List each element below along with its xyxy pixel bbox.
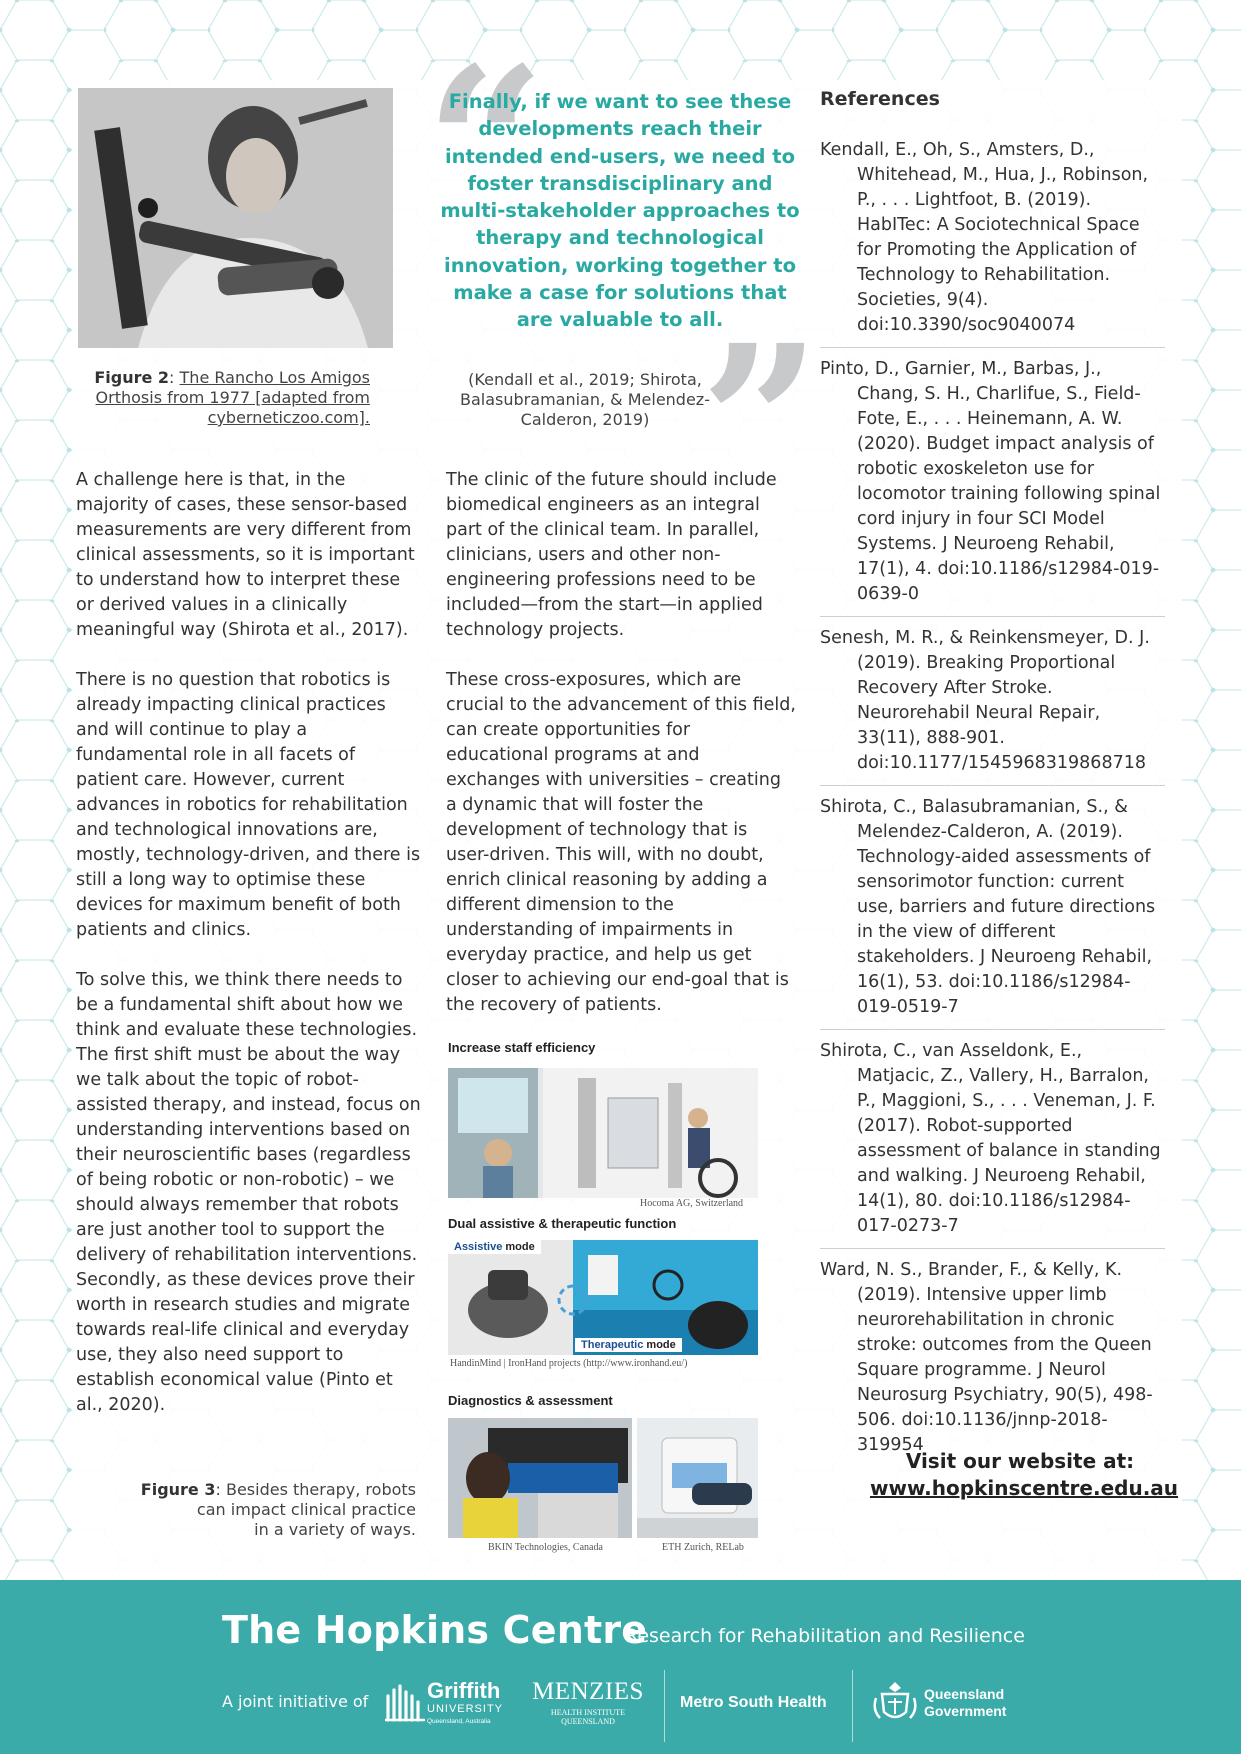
panel-title-diagnostics: Diagnostics & assessment [448, 1393, 613, 1408]
metro-south-health-logo[interactable]: Metro South Health [680, 1694, 827, 1711]
references-heading: References [820, 88, 940, 110]
assistive-badge-strong: Assistive [454, 1241, 503, 1253]
figure-3-caption-line: in a variety of ways. [254, 1520, 416, 1539]
figure-2-caption-line: The Rancho Los Amigos [179, 368, 370, 387]
griffith-place: Queensland, Australia [427, 1718, 491, 1725]
therapeutic-badge-strong: Therapeutic [581, 1339, 644, 1351]
reference-item: Ward, N. S., Brander, F., & Kelly, K. (2019). Intensive upper limb neurorehabilitation in chronic stroke: outcomes from the Queen Square programme. J Neurol Neurosurg Psychiatry, 90(5), 498-506. doi:10.1136/jnnp-2018-319954 [820, 1260, 1153, 1455]
therapeutic-mode-badge [575, 1338, 682, 1352]
assistive-badge-rest: mode [502, 1241, 535, 1253]
reference-item: Kendall, E., Oh, S., Amsters, D., Whitehead, M., Hua, J., Robinson, P., . . . Lightfoot, B. (2019). HabITec: A Sociotechnical Space for Promoting the Application of Technology to Rehabilitation. Societies, 9(4). doi:10.3390/soc9040074 [820, 138, 1165, 348]
body-paragraph: There is no question that robotics is already impacting clinical practices and will continue to play a fundamental role in all facets of patient care. However, current advances in robotics for rehabilitation and technological innovations are, mostly, technology-driven, and there is still a long way to optimise these devices for maximum benefit of both patients and clinics. [76, 670, 421, 940]
website-link[interactable]: www.hopkinscentre.edu.au [870, 1476, 1179, 1500]
footer-banner [0, 1580, 1241, 1754]
footer-tagline: Research for Rehabilitation and Resilience [625, 1625, 1025, 1647]
open-quote-icon: “ [425, 21, 546, 268]
queensland-text: Queensland [924, 1686, 1005, 1702]
griffith-subtitle: UNIVERSITY [427, 1703, 504, 1715]
website-callout [870, 1448, 1179, 1502]
government-text: Government [924, 1703, 1007, 1719]
panel-credit: BKIN Technologies, Canada [488, 1542, 603, 1553]
griffith-logo[interactable] [385, 1676, 515, 1736]
close-quote-icon: ” [700, 299, 821, 546]
figure-2-caption: Figure 2: The Rancho Los Amigos Orthosis from 1977 [adapted from cyberneticzoo.com]. [75, 368, 370, 428]
figure-2-label: Figure 2 [94, 368, 170, 387]
menzies-logo[interactable] [532, 1678, 644, 1738]
footer-divider [664, 1670, 665, 1742]
panel-title-staff-efficiency: Increase staff efficiency [448, 1040, 596, 1055]
figure-3-label: Figure 3 [140, 1480, 216, 1499]
reference-item: Shirota, C., Balasubramanian, S., & Melendez-Calderon, A. (2019). Technology-aided assessments of sensorimotor function: current use, barriers and future directions in the view of different stakeholders. J Neuroeng Rehabil, 16(1), 53. doi:10.1186/s12984-019-0519-7 [820, 795, 1165, 1030]
pull-quote: Finally, if we want to see these developments reach their intended end-users, we need to foster transdisciplinary and multi-stakeholder approaches to therapy and technological innovation, working together to make a case for solutions that are valuable to all. [440, 90, 800, 332]
panel-image-eth [637, 1418, 758, 1538]
footer-brand-name: The Hopkins Centre [222, 1608, 648, 1652]
griffith-name: Griffith [427, 1678, 501, 1703]
queensland-government-logo[interactable] [870, 1676, 1030, 1736]
panel-credit: HandinMind | IronHand projects (http://www.ironhand.eu/) [450, 1358, 688, 1369]
references-list [820, 138, 1165, 1476]
body-paragraph: The clinic of the future should include biomedical engineers as an integral part of the clinical team. In parallel, clinicians, users and other non-engineering professions need to be included—from the start—in applied technology projects. [446, 470, 777, 640]
figure-3-caption-line: can impact clinical practice [196, 1500, 416, 1519]
panel-title-dual-function: Dual assistive & therapeutic function [448, 1216, 677, 1231]
footer-joint-initiative: A joint initiative of [222, 1692, 369, 1711]
panel-image-staff-efficiency [448, 1068, 758, 1198]
body-column-left [76, 468, 421, 1443]
body-paragraph: A challenge here is that, in the majority of cases, these sensor-based measurements are very different from clinical assessments, so it is important to understand how to interpret these or derived values in a clinically meaningful way (Shirota et al., 2017). [76, 470, 415, 640]
menzies-subtitle: QUEENSLAND [561, 1717, 615, 1726]
queensland-crest-icon [870, 1678, 920, 1728]
figure-2-caption-line: cyberneticzoo.com]. [207, 408, 370, 427]
body-column-middle [446, 468, 796, 1043]
griffith-emblem-icon [385, 1682, 425, 1724]
panel-credit: ETH Zurich, RELab [662, 1542, 744, 1553]
pull-quote-citation: (Kendall et al., 2019; Shirota, Balasubramanian, & Melendez-Calderon, 2019) [460, 370, 710, 429]
menzies-subtitle: HEALTH INSTITUTE [550, 1708, 626, 1717]
therapeutic-badge-rest: mode [643, 1339, 676, 1351]
website-label: Visit our website at: [905, 1449, 1135, 1473]
assistive-mode-badge [448, 1240, 541, 1254]
body-paragraph: These cross-exposures, which are crucial to the advancement of this field, can create opportunities for educational programs at and exchanges with universities – creating a dynamic that will foster the development of technology that is user-driven. This will, with no doubt, enrich clinical reasoning by adding a different dimension to the understanding of impairments in everyday practice, and help us get closer to achieving our end-goal that is the recovery of patients. [446, 670, 796, 1015]
panel-credit: Hocoma AG, Switzerland [640, 1198, 744, 1209]
body-paragraph: To solve this, we think there needs to be a fundamental shift about how we think and evaluate these technologies. The first shift must be about the way we talk about the topic of robot-assisted therapy, and instead, focus on understanding interventions based on their neuroscientific bases (regardless of being robotic or non-robotic) – we should always remember that robots are just another tool to support the delivery of rehabilitation interventions. Secondly, as these devices prove their worth in research studies and migrate towards real-life clinical and everyday use, they also need support to establish economical value (Pinto et al., 2020). [76, 970, 421, 1415]
reference-item: Senesh, M. R., & Reinkensmeyer, D. J. (2019). Breaking Proportional Recovery After Stroke. Neurorehabil Neural Repair, 33(11), 888-901. doi:10.1177/1545968319868718 [820, 626, 1165, 786]
figure-2-photo [78, 88, 393, 348]
figure-3-caption-line: Besides therapy, robots [225, 1480, 416, 1499]
reference-item: Shirota, C., van Asseldonk, E., Matjacic, Z., Vallery, H., Barralon, P., Maggioni, S., . . . Veneman, J. F. (2017). Robot-supported assessment of balance in standing and walking. J Neuroeng Rehabil, 14(1), 80. doi:10.1186/s12984-017-0273-7 [820, 1039, 1165, 1249]
menzies-name: MENZIES [532, 1678, 644, 1705]
footer-divider [852, 1670, 853, 1742]
reference-item: Pinto, D., Garnier, M., Barbas, J., Chang, S. H., Charlifue, S., Field-Fote, E., . . . Heinemann, A. W. (2020). Budget impact analysis of robotic exoskeleton use for locomotor training following spinal cord injury in four SCI Model Systems. J Neuroeng Rehabil, 17(1), 4. doi:10.1186/s12984-019-0639-0 [820, 357, 1165, 617]
panel-image-bkin [448, 1418, 632, 1538]
figure-3-caption: Figure 3: Besides therapy, robots can impact clinical practice in a variety of ways. [120, 1480, 416, 1540]
figure-2-caption-line: Orthosis from 1977 [adapted from [95, 388, 370, 407]
